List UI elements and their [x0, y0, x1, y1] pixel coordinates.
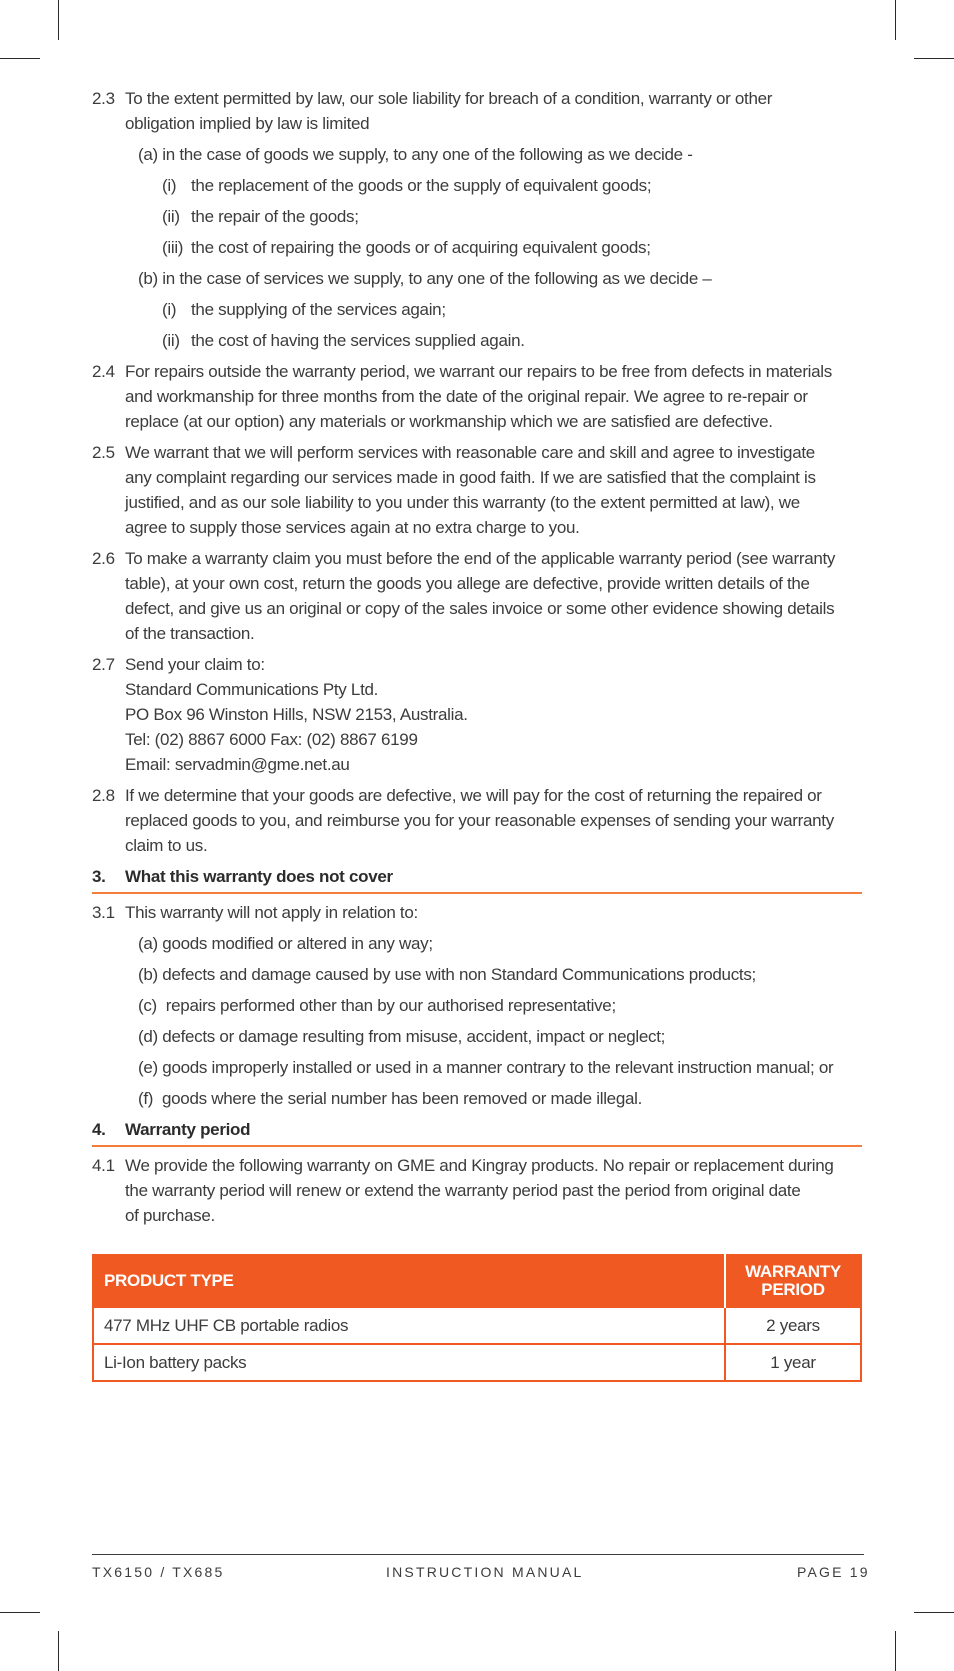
- crop-mark: [914, 1612, 954, 1613]
- clause-text-line: If we determine that your goods are defective, we will pay for the cost of returning the repaired or: [125, 786, 822, 805]
- section-heading-3: 3. What this warranty does not cover: [92, 864, 862, 894]
- footer-page-number: PAGE 19: [797, 1564, 870, 1580]
- clause-number: 2.8: [92, 786, 115, 805]
- clause-text-line: the warranty period will renew or extend the warranty period past the period from original date: [125, 1181, 801, 1200]
- email-address: Email: servadmin@gme.net.au: [125, 755, 350, 774]
- document-body: [92, 86, 862, 1234]
- clause-3-1-f: (f) goods where the serial number has been removed or made illegal.: [138, 1089, 643, 1108]
- crop-mark: [58, 1631, 59, 1671]
- clause-3-1-d: (d) defects or damage resulting from misuse, accident, impact or neglect;: [138, 1027, 666, 1046]
- product-type-header: PRODUCT TYPE: [93, 1255, 725, 1307]
- clause-text-line: justified, and as our sole liability to you under this warranty (to the extent permitted at law), we: [125, 493, 800, 512]
- product-cell: Li-Ion battery packs: [93, 1344, 725, 1381]
- clause-2-3: [92, 86, 862, 136]
- clause-text-line: This warranty will not apply in relation to:: [125, 903, 418, 922]
- clause-2-3-a-i: (i) the replacement of the goods or the supply of equivalent goods;: [162, 176, 652, 195]
- clause-2-8: [92, 783, 862, 858]
- clause-text-line: table), at your own cost, return the goods you allege are defective, provide written details of the: [125, 574, 810, 593]
- crop-mark: [895, 1631, 896, 1671]
- clause-2-3-a-iii: (iii) the cost of repairing the goods or of acquiring equivalent goods;: [162, 238, 651, 257]
- footer-rule: [92, 1554, 864, 1555]
- clause-number: 2.4: [92, 362, 115, 381]
- clause-number: 3.1: [92, 903, 115, 922]
- clause-3-1-b: (b) defects and damage caused by use with non Standard Communications products;: [138, 965, 756, 984]
- crop-mark: [0, 58, 40, 59]
- clause-2-3-b-i: (i) the supplying of the services again;: [162, 300, 446, 319]
- product-cell: 477 MHz UHF CB portable radios: [93, 1307, 725, 1344]
- clause-number: 2.6: [92, 549, 115, 568]
- clause-text-line: replaced goods to you, and reimburse you for your reasonable expenses of sending your warranty: [125, 811, 834, 830]
- table-row: [93, 1307, 861, 1344]
- clause-text-line: obligation implied by law is limited: [125, 114, 370, 133]
- clause-number: 4.1: [92, 1156, 115, 1175]
- clause-2-3-a: (a) in the case of goods we supply, to any one of the following as we decide -: [138, 145, 693, 164]
- crop-mark: [914, 58, 954, 59]
- clause-number: 2.5: [92, 443, 115, 462]
- period-cell: 1 year: [725, 1344, 861, 1381]
- table-header-row: [93, 1255, 861, 1307]
- clause-text-line: replace (at our option) any materials or workmanship which we are satisfied are defective.: [125, 412, 773, 431]
- postal-address: PO Box 96 Winston Hills, NSW 2153, Australia.: [125, 705, 468, 724]
- clause-text-line: of the transaction.: [125, 624, 255, 643]
- clause-number: 2.7: [92, 655, 115, 674]
- clause-number: 2.3: [92, 89, 115, 108]
- warranty-period-header: WARRANTY PERIOD: [725, 1255, 861, 1307]
- clause-4-1: [92, 1153, 862, 1228]
- claim-intro: Send your claim to:: [125, 655, 265, 674]
- footer-model: TX6150 / TX685: [92, 1564, 225, 1580]
- clause-text-line: of purchase.: [125, 1206, 215, 1225]
- period-cell: 2 years: [725, 1307, 861, 1344]
- crop-mark: [58, 0, 59, 40]
- clause-3-1-c: (c) repairs performed other than by our authorised representative;: [138, 996, 616, 1015]
- clause-2-6: [92, 546, 862, 646]
- clause-text-line: We provide the following warranty on GME and Kingray products. No repair or replacement during: [125, 1156, 834, 1175]
- company-name: Standard Communications Pty Ltd.: [125, 680, 379, 699]
- footer-manual-title: INSTRUCTION MANUAL: [386, 1564, 584, 1580]
- clause-text-line: defect, and give us an original or copy of the sales invoice or some other evidence showing details: [125, 599, 835, 618]
- phone-fax: Tel: (02) 8867 6000 Fax: (02) 8867 6199: [125, 730, 418, 749]
- clause-text-line: any complaint regarding our services made in good faith. If we are satisfied that the complaint is: [125, 468, 816, 487]
- clause-2-3-a-ii: (ii) the repair of the goods;: [162, 207, 359, 226]
- clause-text-line: For repairs outside the warranty period, we warrant our repairs to be free from defects in materials: [125, 362, 832, 381]
- clause-text-line: agree to supply those services again at no extra charge to you.: [125, 518, 580, 537]
- clause-text-line: To the extent permitted by law, our sole liability for breach of a condition, warranty or other: [125, 89, 773, 108]
- table-row: [93, 1344, 861, 1381]
- clause-2-3-b: (b) in the case of services we supply, to any one of the following as we decide –: [138, 269, 712, 288]
- warranty-table: [92, 1254, 862, 1382]
- crop-mark: [0, 1612, 40, 1613]
- clause-text-line: We warrant that we will perform services with reasonable care and skill and agree to investigate: [125, 443, 815, 462]
- crop-mark: [895, 0, 896, 40]
- clause-2-7: [92, 652, 862, 777]
- clause-text-line: claim to us.: [125, 836, 208, 855]
- clause-2-3-b-ii: (ii) the cost of having the services supplied again.: [162, 331, 525, 350]
- clause-text-line: To make a warranty claim you must before the end of the applicable warranty period (see warranty: [125, 549, 836, 568]
- clause-3-1-e: (e) goods improperly installed or used in a manner contrary to the relevant instruction manual; or: [138, 1058, 834, 1077]
- section-heading-4: 4. Warranty period: [92, 1117, 862, 1147]
- clause-text-line: and workmanship for three months from the date of the original repair. We agree to re-repair or: [125, 387, 808, 406]
- clause-3-1-a: (a) goods modified or altered in any way;: [138, 934, 433, 953]
- clause-2-5: [92, 440, 862, 540]
- clause-3-1: [92, 900, 862, 925]
- clause-2-4: [92, 359, 862, 434]
